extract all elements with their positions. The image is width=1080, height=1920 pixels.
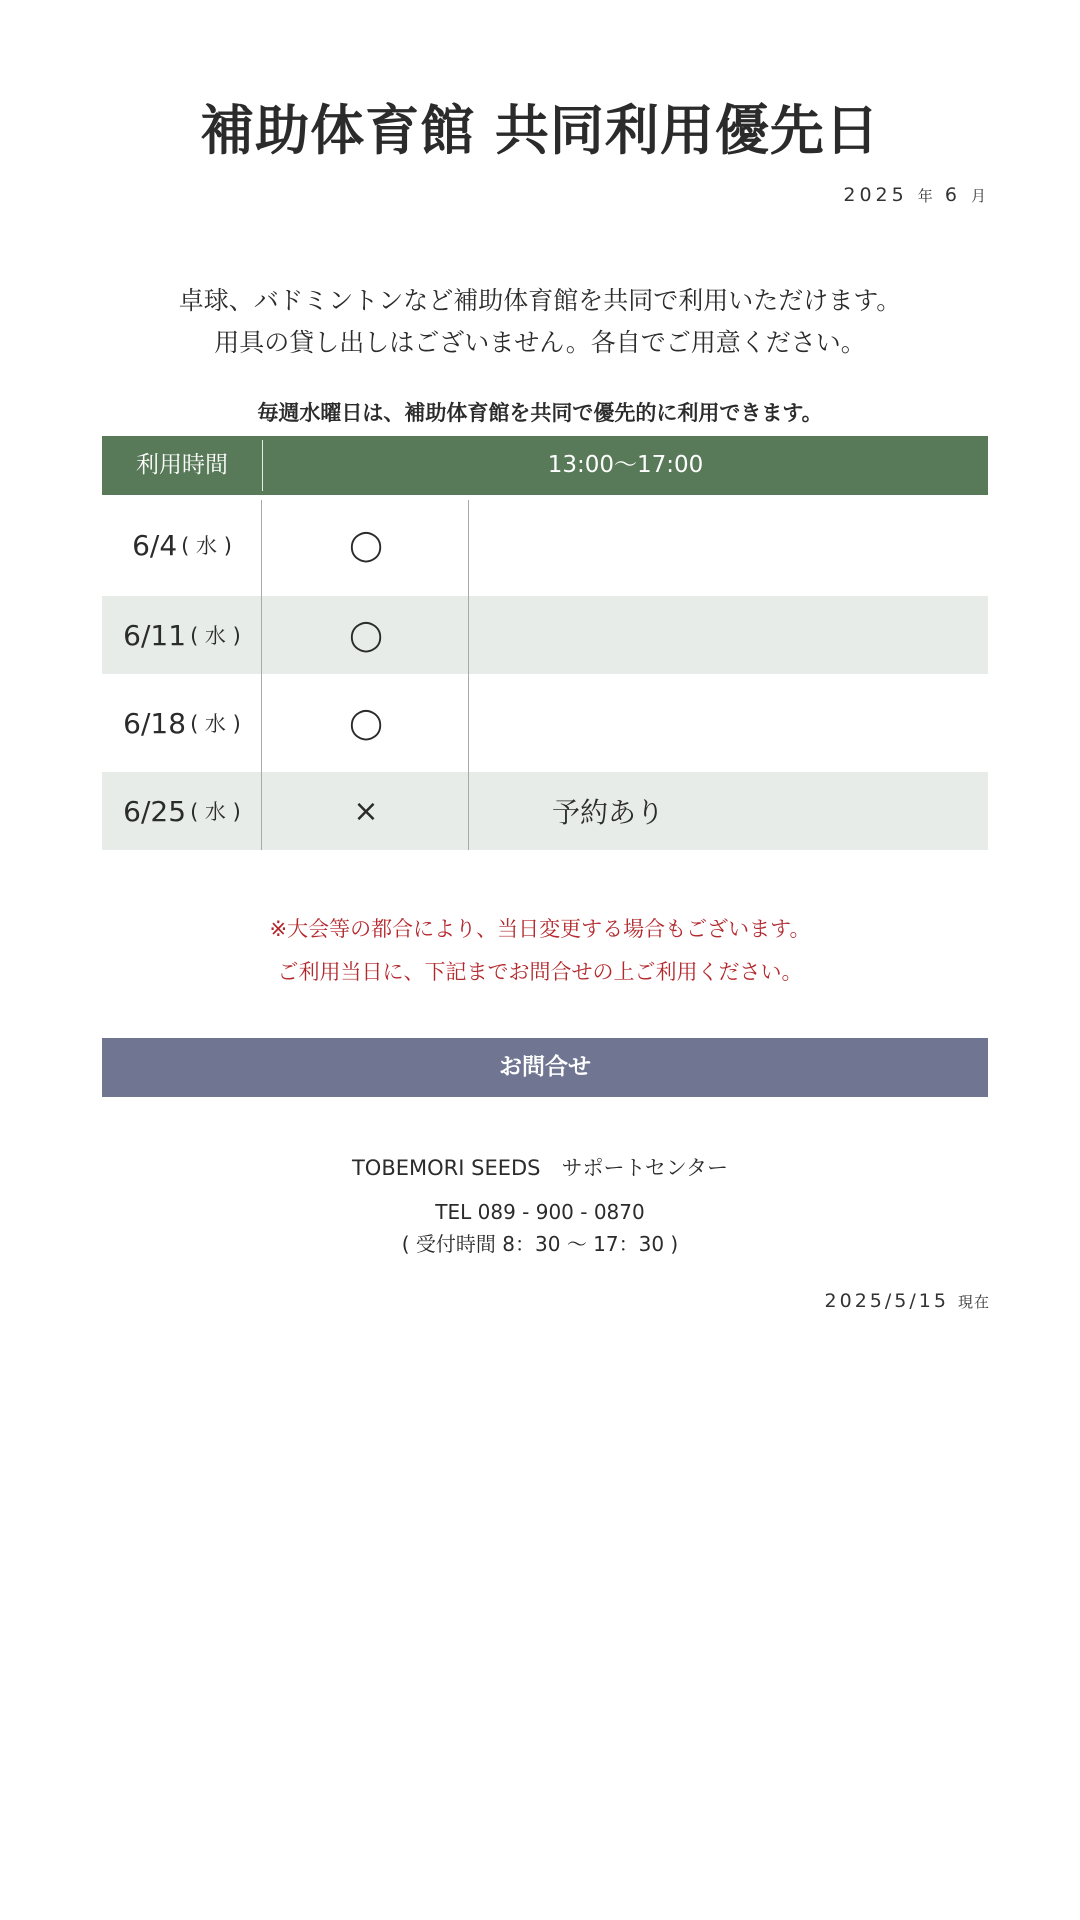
row-weekday: ( 水 ) <box>190 712 241 736</box>
row-weekday: ( 水 ) <box>190 624 241 648</box>
issue-date <box>843 184 988 206</box>
contact-org: TOBEMORI SEEDS サポートセンター <box>351 1156 729 1180</box>
table-row <box>102 674 988 772</box>
schedule-note: 毎週水曜日は、補助体育館を共同で優先的に利用できます。 <box>257 401 823 425</box>
availability-mark: ◯ <box>349 527 383 563</box>
row-note: 予約あり <box>552 796 665 829</box>
row-date-cell <box>102 596 262 674</box>
issue-month-unit: 月 <box>970 187 988 205</box>
row-date: 6/25 <box>123 794 187 828</box>
row-note <box>470 500 988 590</box>
row-date: 6/18 <box>123 706 187 740</box>
table-row <box>102 500 988 590</box>
header-time: 13:00〜17:00 <box>547 452 704 478</box>
row-weekday: ( 水 ) <box>190 800 241 824</box>
intro-line-1: 卓球、バドミントンなど補助体育館を共同で利用いただけます。 <box>178 286 902 315</box>
table-row <box>102 596 988 674</box>
page-title: 補助体育館 共同利用優先日 <box>200 99 880 162</box>
row-note <box>470 674 988 772</box>
row-date: 6/11 <box>123 618 187 652</box>
table-row <box>102 772 988 850</box>
warning-line-2: ご利用当日に、下記までお問合せの上ご利用ください。 <box>277 960 803 984</box>
contact-tel: TEL 089 - 900 - 0870 <box>435 1200 645 1224</box>
row-note <box>470 596 988 674</box>
availability-mark: ◯ <box>349 705 383 741</box>
row-date-cell <box>102 500 262 590</box>
availability-mark: × <box>353 793 379 829</box>
availability-mark: ◯ <box>349 617 383 653</box>
intro-text <box>0 280 1080 364</box>
issue-year-unit: 年 <box>917 187 935 205</box>
issue-year: 2025 <box>843 184 908 206</box>
intro-line-2: 用具の貸し出しはございません。各自でご用意ください。 <box>214 328 866 357</box>
as-of-value: 2025/5/15 <box>824 1290 949 1312</box>
row-date-cell <box>102 674 262 772</box>
schedule-table-header <box>102 436 988 495</box>
row-date: 6/4 <box>132 528 178 562</box>
table-divider-2 <box>468 500 469 850</box>
contact-info <box>0 1150 1080 1260</box>
row-weekday: ( 水 ) <box>181 534 232 558</box>
table-divider-1 <box>261 500 262 850</box>
header-label: 利用時間 <box>136 452 228 478</box>
as-of-suffix: 現在 <box>957 1293 990 1311</box>
warning-notice <box>0 908 1080 994</box>
contact-section-bar: お問合せ <box>102 1038 988 1097</box>
contact-hours: ( 受付時間 8：30 〜 17：30 ) <box>401 1232 679 1256</box>
row-date-cell <box>102 772 262 850</box>
warning-line-1: ※大会等の都合により、当日変更する場合もございます。 <box>269 917 811 941</box>
as-of-date <box>825 1290 990 1312</box>
issue-month: 6 <box>944 184 961 206</box>
